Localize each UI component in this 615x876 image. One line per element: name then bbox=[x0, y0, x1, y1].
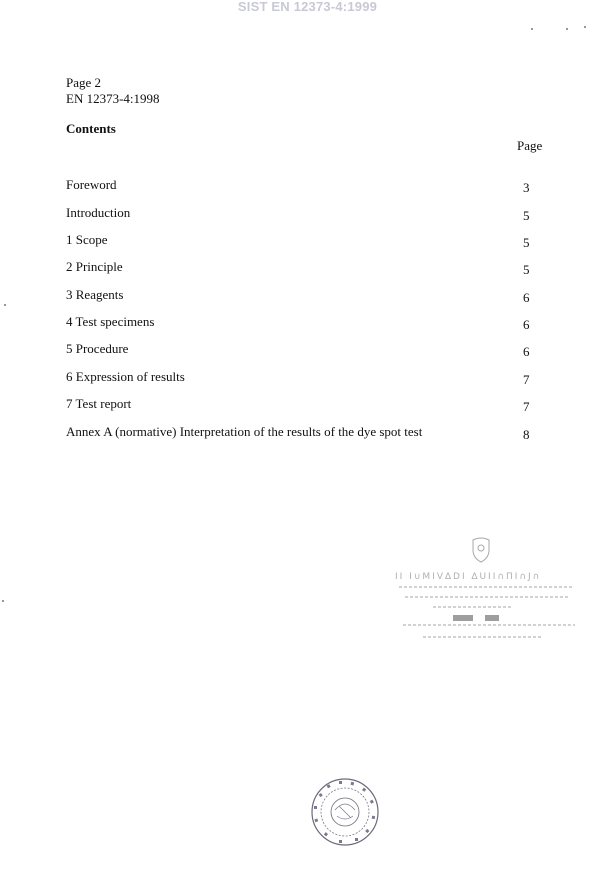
toc-entry-label: 7 Test report bbox=[66, 396, 132, 411]
toc-entry-label: Annex A (normative) Interpretation of the results of the dye spot test bbox=[66, 424, 423, 439]
toc-entry-page: 7 bbox=[523, 372, 530, 387]
scan-speck bbox=[4, 304, 6, 306]
scan-speck bbox=[584, 26, 586, 28]
toc-entry-page: 6 bbox=[523, 290, 530, 305]
toc-entry bbox=[66, 424, 536, 442]
toc-entry-page: 3 bbox=[523, 180, 530, 195]
toc-entry-page: 6 bbox=[523, 317, 530, 332]
seal-graphic bbox=[309, 776, 381, 848]
scan-speck bbox=[2, 600, 4, 602]
watermark: SIST EN 12373-4:1999 bbox=[237, 0, 378, 14]
toc-entry-page: 5 bbox=[523, 208, 530, 223]
toc-entry bbox=[66, 287, 536, 305]
toc-entry bbox=[66, 259, 536, 277]
contents-title: Contents bbox=[66, 121, 116, 136]
round-seal bbox=[309, 776, 381, 848]
toc-entry bbox=[66, 177, 536, 195]
scan-speck bbox=[566, 28, 568, 30]
header-standard-id: EN 12373-4:1998 bbox=[66, 91, 160, 106]
toc-entry-page: 6 bbox=[523, 344, 530, 359]
header-page-label: Page 2 bbox=[66, 75, 102, 90]
office-stamp bbox=[393, 535, 583, 650]
toc-entry bbox=[66, 369, 536, 387]
toc-entry-page: 5 bbox=[523, 262, 530, 277]
toc-entry-page: 8 bbox=[523, 427, 530, 442]
toc-entry-label: 1 Scope bbox=[66, 232, 108, 247]
toc-entry-label: Introduction bbox=[66, 205, 131, 220]
toc-entry-label: 3 Reagents bbox=[66, 287, 124, 302]
toc-entry-label: 4 Test specimens bbox=[66, 314, 155, 329]
toc-entry-page: 5 bbox=[523, 235, 530, 250]
scan-speck bbox=[531, 28, 533, 30]
toc-entry-label: 6 Expression of results bbox=[66, 369, 185, 384]
toc-entry bbox=[66, 396, 536, 414]
svg-text:II I∪MIV∆DI ∆UII∩ΠI∩J∩: II I∪MIV∆DI ∆UII∩ΠI∩J∩ bbox=[395, 572, 542, 582]
toc-entry bbox=[66, 205, 536, 223]
toc-entry-label: 2 Principle bbox=[66, 259, 123, 274]
toc-entry bbox=[66, 232, 536, 250]
toc-entry-label: Foreword bbox=[66, 177, 117, 192]
toc-entry bbox=[66, 314, 536, 332]
toc-entry-label: 5 Procedure bbox=[66, 341, 129, 356]
toc-entry-page: 7 bbox=[523, 399, 530, 414]
page-column-label: Page bbox=[517, 138, 543, 153]
stamp-graphic bbox=[393, 535, 583, 650]
toc-entry bbox=[66, 341, 536, 359]
